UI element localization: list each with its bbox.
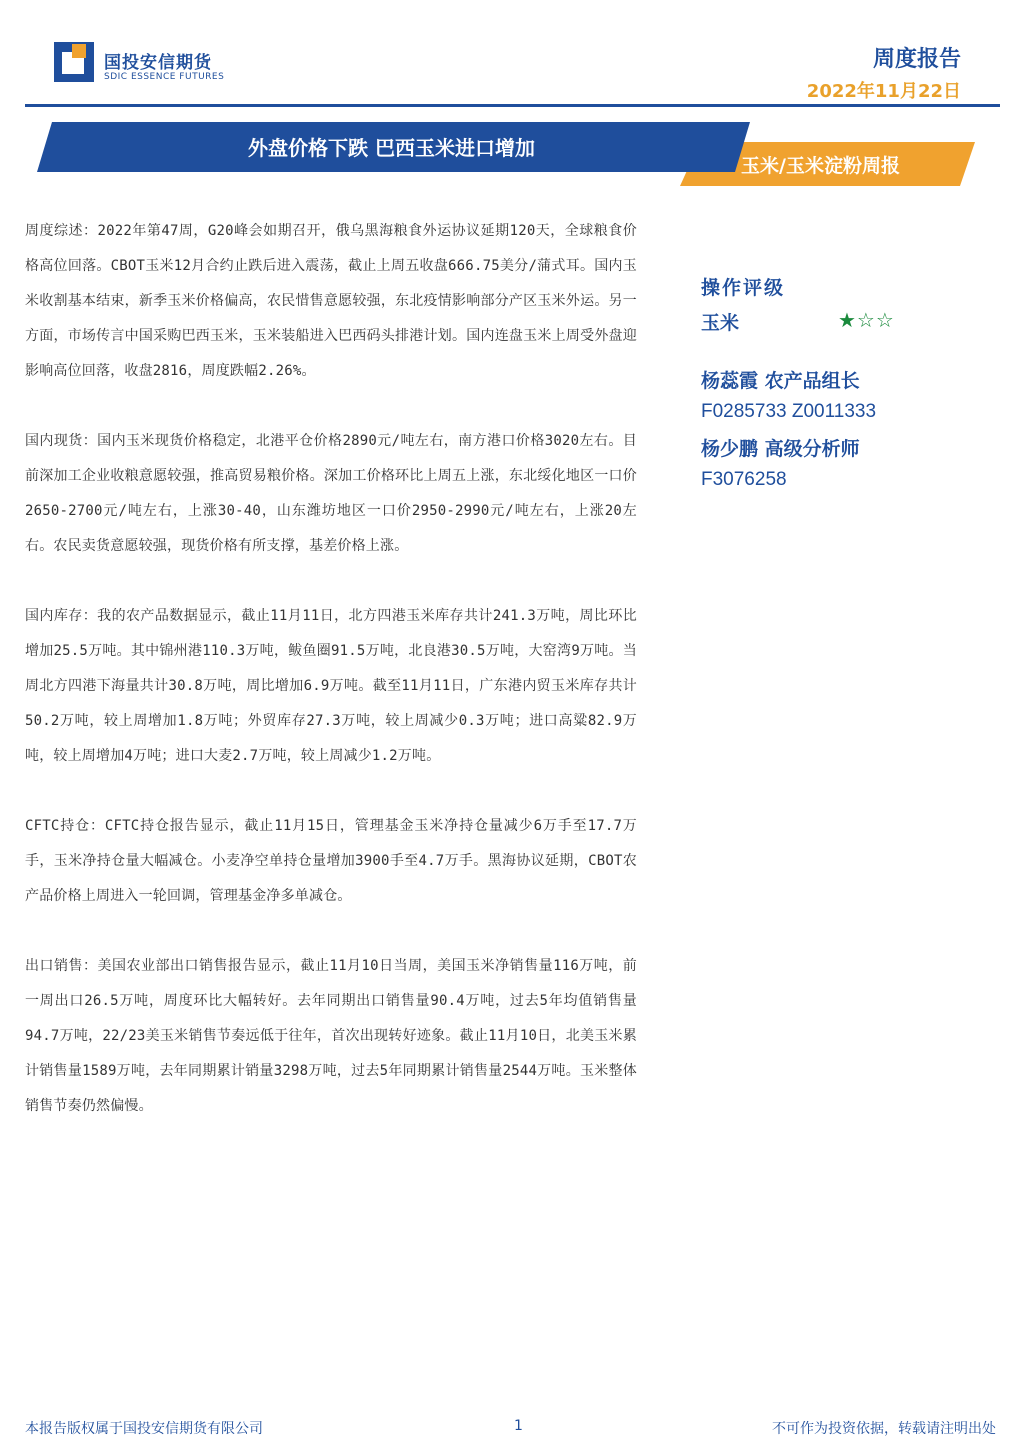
logo-mark-icon xyxy=(54,42,94,82)
company-logo xyxy=(54,42,234,88)
logo-en-text: SDIC ESSENCE FUTURES xyxy=(104,72,225,82)
report-subtitle: 玉米/玉米淀粉周报 xyxy=(741,155,900,177)
paragraph-domestic-spot: 国内现货：国内玉米现货价格稳定，北港平仓价格2890元/吨左右，南方港口价格3020左右。目前深加工企业收粮意愿较强，推高贸易粮价格。深加工价格环比上周五上涨，东北绥化地区一口价2650-2700元/吨左右，上涨30-40，山东潍坊地区一口价2950-2990元/吨左右，上涨20左右。农民卖货意愿较强，现货价格有所支撑，基差价格上涨。 xyxy=(25,433,637,554)
report-date: 2022年11月22日 xyxy=(806,81,961,102)
analyst-1-name: 杨蕊霞 农产品组长 xyxy=(701,370,860,392)
logo-cn-text: 国投安信期货 xyxy=(104,53,212,73)
footer-page-number: 1 xyxy=(514,1418,523,1434)
footer-copyright: 本报告版权属于国投安信期货有限公司 xyxy=(25,1421,263,1437)
analyst-2-name: 杨少鹏 高级分析师 xyxy=(701,438,860,460)
rating-title: 操作评级 xyxy=(701,277,786,299)
report-title: 外盘价格下跌 巴西玉米进口增加 xyxy=(248,136,535,160)
rating-stars-icon: ★☆☆ xyxy=(838,308,895,332)
rating-product: 玉米 xyxy=(701,312,740,334)
analyst-1-ids: F0285733 Z0011333 xyxy=(701,401,877,422)
analyst-2-ids: F3076258 xyxy=(701,469,787,490)
report-type: 周度报告 xyxy=(872,47,961,72)
footer-disclaimer: 不可作为投资依据，转载请注明出处 xyxy=(772,1421,996,1437)
paragraph-export-sales: 出口销售：美国农业部出口销售报告显示，截止11月10日当周，美国玉米净销售量116万吨，前一周出口26.5万吨，周度环比大幅转好。去年同期出口销售量90.4万吨，过去5年均值销售量94.7万吨，22/23美玉米销售节奏远低于往年，首次出现转好迹象。截止11月10日，北美玉米累计销售量1589万吨，去年同期累计销量3298万吨，过去5年同期累计销售量2544万吨。玉米整体销售节奏仍然偏慢。 xyxy=(25,958,637,1114)
paragraph-domestic-inventory: 国内库存：我的农产品数据显示，截止11月11日，北方四港玉米库存共计241.3万吨，周比环比增加25.5万吨。其中锦州港110.3万吨，鲅鱼圈91.5万吨，北良港30.5万吨，大窑湾9万吨。当周北方四港下海量共计30.8万吨，周比增加6.9万吨。截至11月11日，广东港内贸玉米库存共计50.2万吨，较上周增加1.8万吨；外贸库存27.3万吨，较上周减少0.3万吨；进口高粱82.9万吨，较上周增加4万吨；进口大麦2.7万吨，较上周减少1.2万吨。 xyxy=(25,608,637,764)
paragraph-weekly-summary: 周度综述：2022年第47周，G20峰会如期召开，俄乌黑海粮食外运协议延期120天，全球粮食价格高位回落。CBOT玉米12月合约止跌后进入震荡，截止上周五收盘666.75美分/蒲式耳。国内玉米收割基本结束，新季玉米价格偏高，农民惜售意愿较强，东北疫情影响部分产区玉米外运。另一方面，市场传言中国采购巴西玉米，玉米装船进入巴西码头排港计划。国内连盘玉米上周受外盘迎影响高位回落，收盘2816，周度跌幅2.26%。 xyxy=(25,223,637,379)
report-body xyxy=(25,214,637,1159)
paragraph-cftc-position: CFTC持仓：CFTC持仓报告显示，截止11月15日，管理基金玉米净持仓量减少6万手至17.7万手，玉米净持仓量大幅减仓。小麦净空单持仓量增加3900手至4.7万手。黑海协议延期，CBOT农产品价格上周进入一轮回调，管理基金净多单减仓。 xyxy=(25,818,637,904)
header-divider xyxy=(25,104,1000,107)
